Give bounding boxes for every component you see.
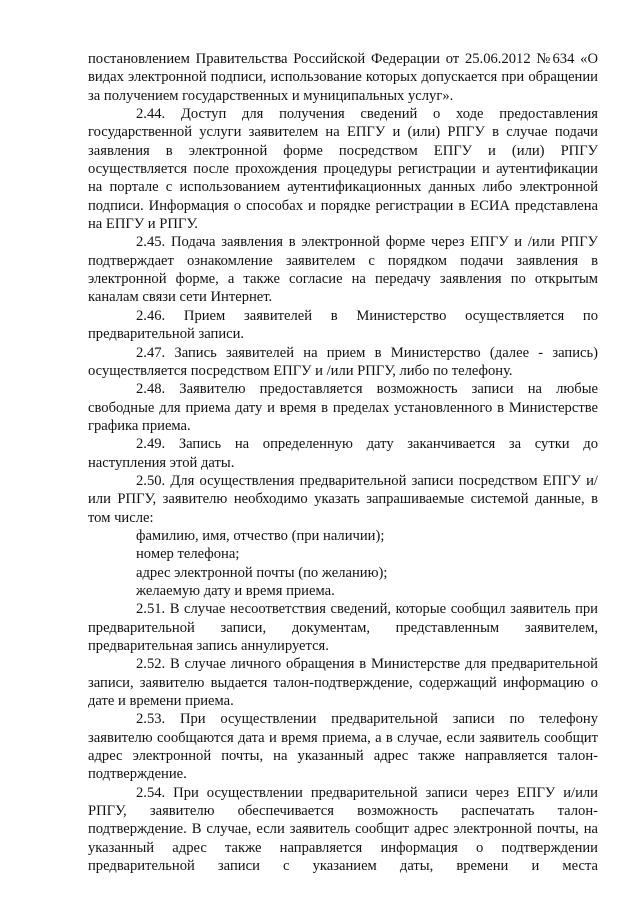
paragraph-2-45: 2.45. Подача заявления в электронной форме через ЕПГУ и /или РПГУ подтверждает ознакомление заявителем с порядком подачи заявления в электронной форме, а также согласие на передачу заявления по открытым каналам связи сети Интернет.: [88, 234, 598, 306]
list-item-date-time: желаемую дату и время приема.: [136, 582, 335, 599]
paragraph-2-51: 2.51. В случае несоответствия сведений, которые сообщил заявитель при предварительной записи, документам, представленным заявителем, предварительная запись аннулируется.: [88, 601, 598, 654]
document-page: [88, 50, 598, 875]
paragraph-2-48: 2.48. Заявителю предоставляется возможность записи на любые свободные для приема дату и время в пределах установленного в Министерстве графика приема.: [88, 381, 598, 434]
list-item-email: адрес электронной почты (по желанию);: [136, 564, 388, 581]
list-item-full-name: фамилию, имя, отчество (при наличии);: [136, 527, 385, 544]
paragraph-2-47: 2.47. Запись заявителей на прием в Министерство (далее - запись) осуществляется посредством ЕПГУ и /или РПГУ, либо по телефону.: [88, 344, 598, 379]
paragraph-2-46: 2.46. Прием заявителей в Министерство осуществляется по предварительной записи.: [88, 307, 598, 343]
paragraph-continuation: постановлением Правительства Российской Федерации от 25.06.2012 №634 «О видах электронной подписи, использование которых допускается при обращении за получением государственных и муниципальных услуг».: [88, 51, 598, 104]
paragraph-2-49: 2.49. Запись на определенную дату заканчивается за сутки до наступления этой даты.: [88, 436, 598, 471]
paragraph-2-53: 2.53. При осуществлении предварительной записи по телефону заявителю сообщаются дата и время приема, а в случае, если заявитель сообщит адрес электронной почты, на указанный адрес также направляется талон-подтверждение.: [88, 711, 598, 783]
paragraph-2-44: 2.44. Доступ для получения сведений о ходе предоставления государственной услуги заявителем на ЕПГУ и (или) РПГУ в случае подачи заявления в электронной форме посредством ЕПГУ и (или) РПГУ осуществляется после прохождения процедуры регистрации и аутентификации на портале с использованием аутентификационных данных либо электронной подписи. Информация о способах и порядке регистрации в ЕСИА представлена на ЕПГУ и РПГУ.: [88, 106, 598, 233]
paragraph-2-54: 2.54. При осуществлении предварительной записи через ЕПГУ и/или РПГУ, заявителю обеспечивается возможность распечатать талон-подтверждение. В случае, если заявитель сообщит адрес электронной почты, на указанный адрес также направляется информация о подтверждении предварительной записи с указанием даты, времени и места: [88, 784, 598, 875]
paragraph-2-50: 2.50. Для осуществления предварительной записи посредством ЕПГУ и/или РПГУ, заявителю необходимо указать запрашиваемые системой данные, в том числе:: [88, 472, 598, 526]
list-item-phone: номер телефона;: [136, 546, 240, 563]
paragraph-2-52: 2.52. В случае личного обращения в Министерстве для предварительной записи, заявителю выдается талон-подтверждение, содержащий информацию о дате и времени приема.: [88, 656, 598, 710]
